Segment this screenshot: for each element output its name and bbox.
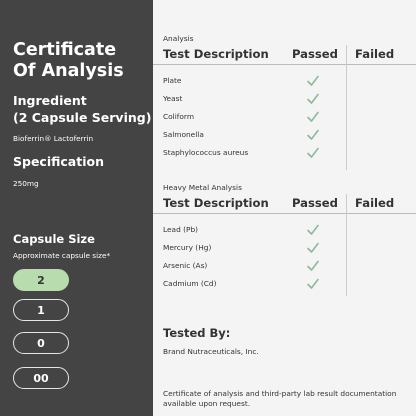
heavy-metal-header-passed: Passed <box>292 196 338 210</box>
table-row <box>153 90 416 108</box>
availability-note: Certificate of analysis and third-party lab result documentation available upon request. <box>163 389 397 408</box>
test-name: Lead (Pb) <box>163 225 199 234</box>
heavy-metal-header-test-description: Test Description <box>163 196 269 210</box>
table-row <box>153 257 416 275</box>
check-icon <box>305 127 321 143</box>
capsule-size-0-button[interactable]: 0 <box>13 332 69 354</box>
analysis-table-header <box>153 45 416 65</box>
ingredient-heading-line-2: (2 Capsule Serving) <box>13 110 152 125</box>
title-line-1: Certificate <box>13 40 117 60</box>
capsule-size-heading: Capsule Size <box>13 232 95 246</box>
analysis-section-label: Analysis <box>163 34 194 43</box>
heavy-metal-table-header <box>153 194 416 214</box>
test-name: Arsenic (As) <box>163 261 208 270</box>
title-line-2: Of Analysis <box>13 61 124 81</box>
heavy-metal-section-label: Heavy Metal Analysis <box>163 183 242 192</box>
test-name: Staphylococcus aureus <box>163 148 249 157</box>
tested-by-brand: Brand Nutraceuticals, Inc. <box>163 347 259 356</box>
capsule-size-1-button[interactable]: 1 <box>13 299 69 321</box>
analysis-header-failed: Failed <box>355 47 395 61</box>
check-icon <box>305 109 321 125</box>
specification-value: 250mg <box>13 179 39 188</box>
page-title <box>13 40 153 82</box>
ingredient-name: Bioferrin® Lactoferrin <box>13 134 94 143</box>
test-name: Cadmium (Cd) <box>163 279 217 288</box>
table-row <box>153 108 416 126</box>
test-name: Salmonella <box>163 130 204 139</box>
table-row <box>153 72 416 90</box>
capsule-size-00-button[interactable]: 00 <box>13 367 69 389</box>
table-row <box>153 221 416 239</box>
tested-by-heading: Tested By: <box>163 326 231 340</box>
table-row <box>153 126 416 144</box>
capsule-size-2-button[interactable]: 2 <box>13 269 69 291</box>
check-icon <box>305 145 321 161</box>
check-icon <box>305 258 321 274</box>
test-name: Coliform <box>163 112 195 121</box>
table-row <box>153 239 416 257</box>
ingredient-heading-line-1: Ingredient <box>13 93 87 108</box>
check-icon <box>305 240 321 256</box>
analysis-header-passed: Passed <box>292 47 338 61</box>
check-icon <box>305 91 321 107</box>
check-icon <box>305 222 321 238</box>
heavy-metal-header-failed: Failed <box>355 196 395 210</box>
test-name: Yeast <box>163 94 183 103</box>
capsule-size-subtitle: Approximate capsule size* <box>13 251 111 260</box>
specification-heading: Specification <box>13 154 104 169</box>
test-name: Plate <box>163 76 182 85</box>
check-icon <box>305 276 321 292</box>
analysis-header-test-description: Test Description <box>163 47 269 61</box>
test-name: Mercury (Hg) <box>163 243 212 252</box>
heavy-metal-table-body <box>153 221 416 293</box>
table-row <box>153 275 416 293</box>
ingredient-heading <box>13 92 153 126</box>
right-panel <box>153 0 416 416</box>
analysis-table-body <box>153 72 416 162</box>
left-panel <box>0 0 153 416</box>
table-row <box>153 144 416 162</box>
check-icon <box>305 73 321 89</box>
